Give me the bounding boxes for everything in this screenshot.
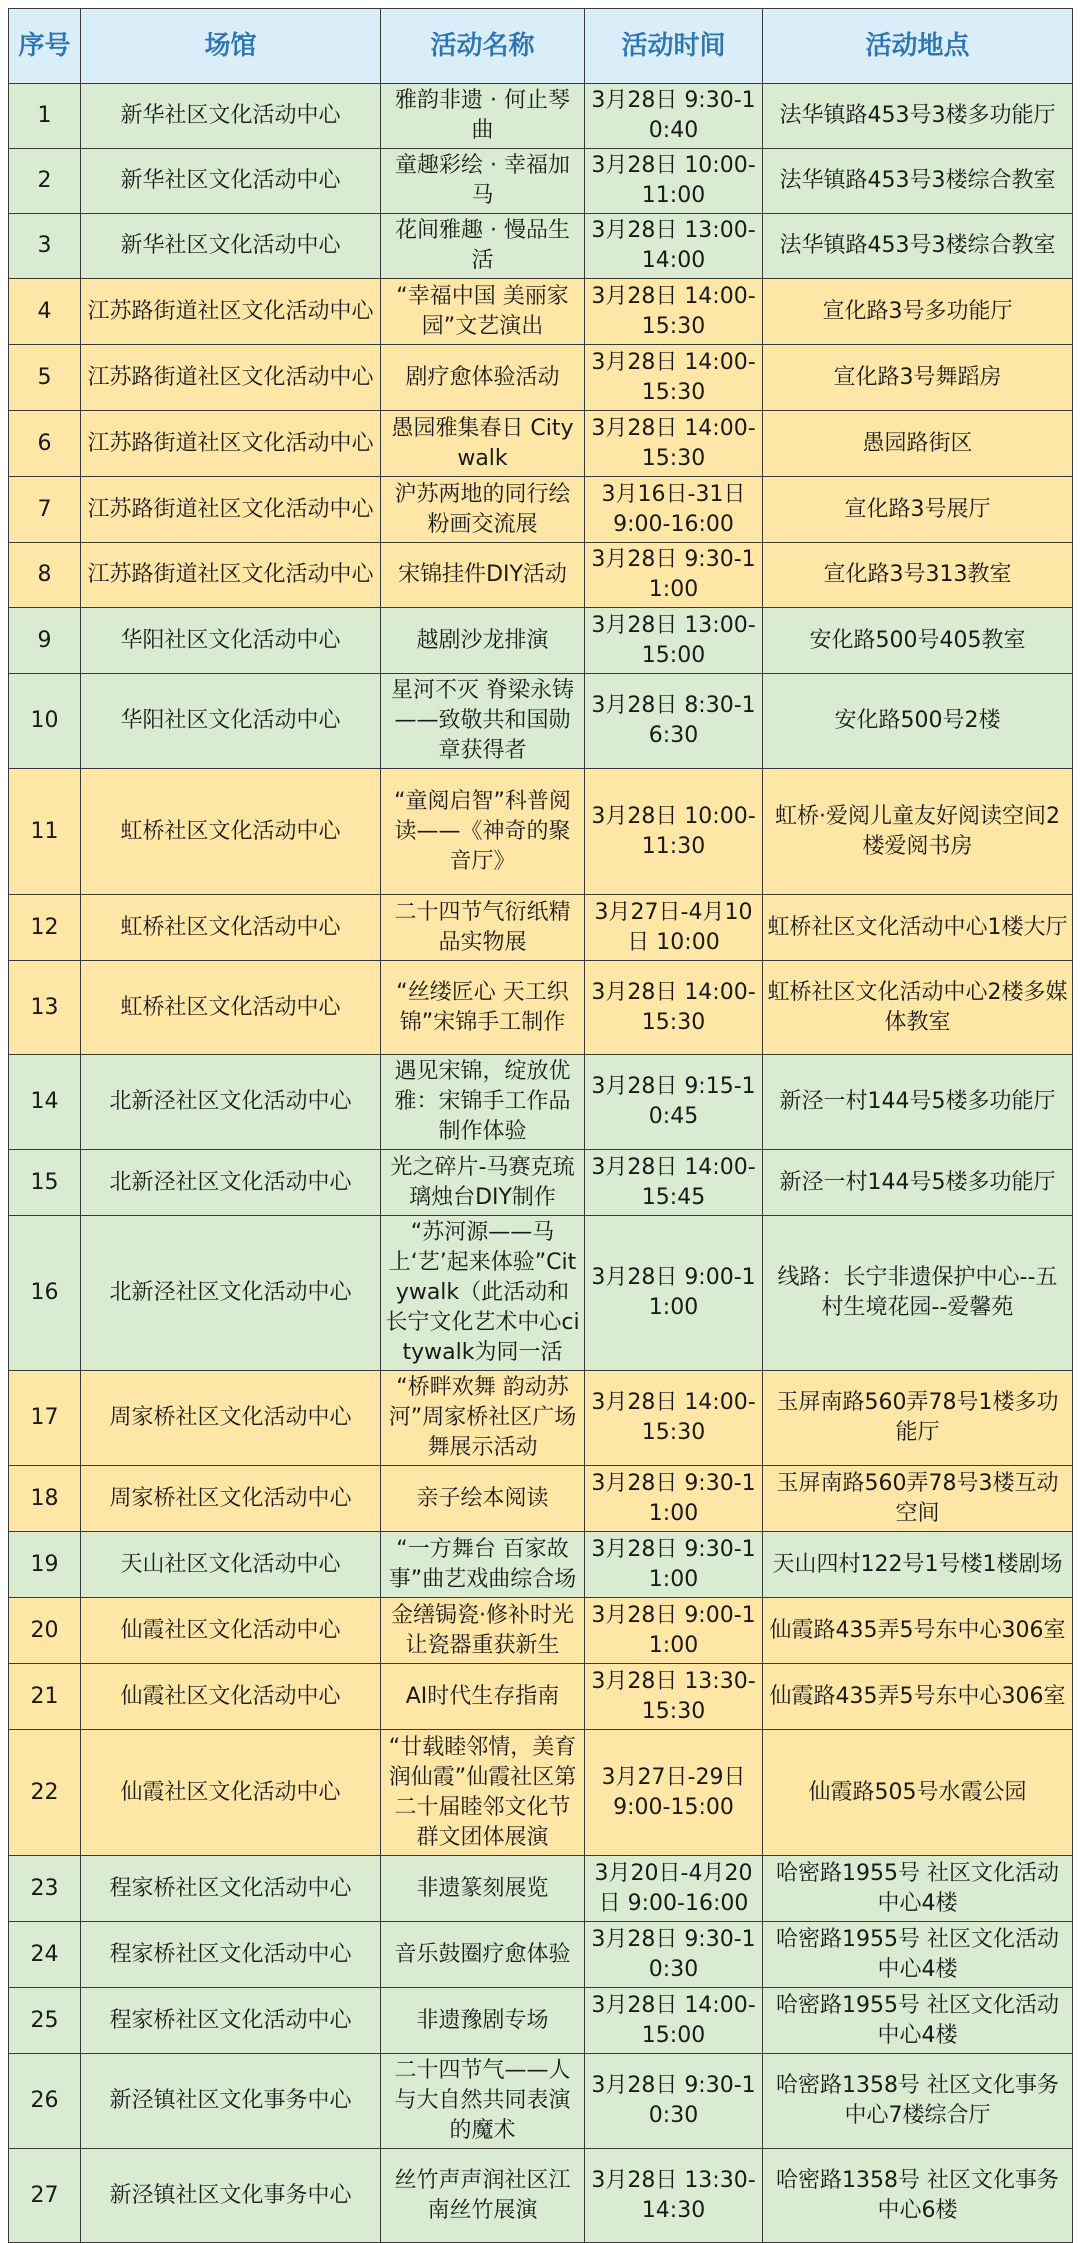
cell-name: “丝缕匠心 天工织锦”宋锦手工制作 [381,961,585,1055]
cell-time: 3月28日 9:30-10:30 [585,1922,763,1988]
cell-no: 4 [9,279,81,345]
cell-place: 天山四村122号1号楼1楼剧场 [763,1532,1073,1598]
cell-venue: 天山社区文化活动中心 [81,1532,381,1598]
cell-place: 法华镇路453号3楼多功能厅 [763,84,1073,149]
cell-venue: 新泾镇社区文化事务中心 [81,2054,381,2149]
table-row [9,1371,1073,1466]
cell-venue: 北新泾社区文化活动中心 [81,1150,381,1216]
table-row [9,1055,1073,1150]
table-row [9,1922,1073,1988]
cell-time: 3月28日 9:15-10:45 [585,1055,763,1150]
cell-venue: 虹桥社区文化活动中心 [81,769,381,895]
cell-name: 遇见宋锦，绽放优雅：宋锦手工作品制作体验 [381,1055,585,1150]
cell-place: 仙霞路435弄5号东中心306室 [763,1664,1073,1730]
cell-place: 虹桥·爱阅儿童友好阅读空间2楼爱阅书房 [763,769,1073,895]
cell-place: 新泾一村144号5楼多功能厅 [763,1055,1073,1150]
cell-place: 哈密路1955号 社区文化活动中心4楼 [763,1922,1073,1988]
cell-name: 愚园雅集春日 Citywalk [381,411,585,477]
cell-venue: 仙霞社区文化活动中心 [81,1664,381,1730]
cell-no: 16 [9,1216,81,1371]
table-row [9,769,1073,895]
cell-time: 3月28日 10:00-11:30 [585,769,763,895]
table-row [9,1216,1073,1371]
cell-place: 哈密路1955号 社区文化活动中心4楼 [763,1988,1073,2054]
cell-name: 星河不灭 脊梁永铸——致敬共和国勋章获得者 [381,674,585,769]
cell-time: 3月28日 14:00-15:30 [585,279,763,345]
cell-time: 3月20日-4月20日 9:00-16:00 [585,1856,763,1922]
cell-name: 非遗豫剧专场 [381,1988,585,2054]
cell-name: “一方舞台 百家故事”曲艺戏曲综合场 [381,1532,585,1598]
table-row [9,1664,1073,1730]
cell-name: 亲子绘本阅读 [381,1466,585,1532]
cell-place: 仙霞路435弄5号东中心306室 [763,1598,1073,1664]
table-body [9,84,1073,2243]
cell-no: 25 [9,1988,81,2054]
cell-place: 宣化路3号313教室 [763,543,1073,608]
cell-time: 3月28日 14:00-15:00 [585,1988,763,2054]
cell-name: “桥畔欢舞 韵动苏河”周家桥社区广场舞展示活动 [381,1371,585,1466]
table-row [9,1856,1073,1922]
cell-place: 安化路500号2楼 [763,674,1073,769]
cell-place: 法华镇路453号3楼综合教室 [763,214,1073,279]
cell-name: 光之碎片-马赛克琉璃烛台DIY制作 [381,1150,585,1216]
cell-place: 玉屏南路560弄78号3楼互动空间 [763,1466,1073,1532]
cell-time: 3月28日 14:00-15:30 [585,345,763,411]
table-row [9,1150,1073,1216]
cell-venue: 周家桥社区文化活动中心 [81,1466,381,1532]
cell-time: 3月28日 14:00-15:30 [585,411,763,477]
cell-time: 3月16日-31日 9:00-16:00 [585,477,763,543]
cell-place: 哈密路1955号 社区文化活动中心4楼 [763,1856,1073,1922]
cell-venue: 程家桥社区文化活动中心 [81,1922,381,1988]
cell-place: 仙霞路505号水霞公园 [763,1730,1073,1856]
cell-time: 3月28日 13:30-14:30 [585,2149,763,2243]
table-row [9,214,1073,279]
cell-name: 丝竹声声润社区江南丝竹展演 [381,2149,585,2243]
cell-place: 新泾一村144号5楼多功能厅 [763,1150,1073,1216]
cell-no: 15 [9,1150,81,1216]
cell-time: 3月28日 10:00-11:00 [585,149,763,214]
cell-time: 3月28日 13:00-15:00 [585,608,763,674]
cell-no: 2 [9,149,81,214]
cell-time: 3月28日 13:30-15:30 [585,1664,763,1730]
cell-name: “廿载睦邻情，美育润仙霞”仙霞社区第二十届睦邻文化节群文团体展演 [381,1730,585,1856]
table-row [9,543,1073,608]
cell-time: 3月28日 9:00-11:00 [585,1216,763,1371]
cell-name: 剧疗愈体验活动 [381,345,585,411]
activity-table [8,8,1073,2243]
header-no: 序号 [9,9,81,84]
cell-time: 3月28日 9:00-11:00 [585,1598,763,1664]
cell-name: 二十四节气衍纸精品实物展 [381,895,585,961]
cell-no: 24 [9,1922,81,1988]
cell-name: 宋锦挂件DIY活动 [381,543,585,608]
table-row [9,2149,1073,2243]
table-row [9,1988,1073,2054]
table-row [9,345,1073,411]
table-row [9,1598,1073,1664]
cell-no: 27 [9,2149,81,2243]
cell-place: 虹桥社区文化活动中心1楼大厅 [763,895,1073,961]
cell-no: 12 [9,895,81,961]
cell-time: 3月28日 8:30-16:30 [585,674,763,769]
cell-no: 14 [9,1055,81,1150]
header-row [9,9,1073,84]
cell-name: 沪苏两地的同行绘粉画交流展 [381,477,585,543]
cell-venue: 虹桥社区文化活动中心 [81,895,381,961]
header-activity-place: 活动地点 [763,9,1073,84]
cell-venue: 虹桥社区文化活动中心 [81,961,381,1055]
cell-no: 17 [9,1371,81,1466]
cell-venue: 北新泾社区文化活动中心 [81,1055,381,1150]
cell-time: 3月28日 14:00-15:45 [585,1150,763,1216]
cell-no: 13 [9,961,81,1055]
cell-venue: 北新泾社区文化活动中心 [81,1216,381,1371]
cell-time: 3月28日 9:30-11:00 [585,1466,763,1532]
table-row [9,477,1073,543]
cell-name: AI时代生存指南 [381,1664,585,1730]
header-activity-time: 活动时间 [585,9,763,84]
cell-venue: 华阳社区文化活动中心 [81,608,381,674]
header-venue: 场馆 [81,9,381,84]
cell-venue: 程家桥社区文化活动中心 [81,1988,381,2054]
cell-place: 哈密路1358号 社区文化事务中心7楼综合厅 [763,2054,1073,2149]
table-row [9,1466,1073,1532]
cell-no: 6 [9,411,81,477]
cell-venue: 华阳社区文化活动中心 [81,674,381,769]
cell-name: 雅韵非遗 · 何止琴曲 [381,84,585,149]
cell-place: 法华镇路453号3楼综合教室 [763,149,1073,214]
cell-name: “苏河源——马上‘艺’起来体验”Citywalk（此活动和长宁文化艺术中心citywalk为同一活 [381,1216,585,1371]
cell-venue: 江苏路街道社区文化活动中心 [81,345,381,411]
table-row [9,411,1073,477]
cell-time: 3月27日-29日 9:00-15:00 [585,1730,763,1856]
cell-name: 金缮锔瓷·修补时光让瓷器重获新生 [381,1598,585,1664]
table-row [9,895,1073,961]
cell-place: 愚园路街区 [763,411,1073,477]
header-activity-name: 活动名称 [381,9,585,84]
cell-time: 3月28日 9:30-11:00 [585,543,763,608]
cell-place: 哈密路1358号 社区文化事务中心6楼 [763,2149,1073,2243]
cell-time: 3月28日 14:00-15:30 [585,961,763,1055]
cell-place: 线路：长宁非遗保护中心--五村生境花园--爱馨苑 [763,1216,1073,1371]
cell-venue: 仙霞社区文化活动中心 [81,1730,381,1856]
cell-venue: 新华社区文化活动中心 [81,214,381,279]
table-row [9,961,1073,1055]
cell-time: 3月28日 9:30-10:40 [585,84,763,149]
table-row [9,279,1073,345]
cell-time: 3月28日 14:00-15:30 [585,1371,763,1466]
cell-name: 非遗篆刻展览 [381,1856,585,1922]
cell-time: 3月28日 13:00-14:00 [585,214,763,279]
cell-no: 20 [9,1598,81,1664]
cell-venue: 江苏路街道社区文化活动中心 [81,477,381,543]
cell-no: 18 [9,1466,81,1532]
cell-venue: 江苏路街道社区文化活动中心 [81,279,381,345]
cell-place: 宣化路3号展厅 [763,477,1073,543]
cell-no: 8 [9,543,81,608]
cell-name: 花间雅趣 · 慢品生活 [381,214,585,279]
cell-no: 5 [9,345,81,411]
table-row [9,2054,1073,2149]
cell-no: 7 [9,477,81,543]
cell-no: 3 [9,214,81,279]
cell-time: 3月28日 9:30-11:00 [585,1532,763,1598]
cell-no: 23 [9,1856,81,1922]
cell-venue: 周家桥社区文化活动中心 [81,1371,381,1466]
cell-name: “幸福中国 美丽家园”文艺演出 [381,279,585,345]
cell-no: 10 [9,674,81,769]
cell-name: 越剧沙龙排演 [381,608,585,674]
table-row [9,608,1073,674]
cell-time: 3月27日-4月10日 10:00 [585,895,763,961]
table-row [9,149,1073,214]
cell-place: 宣化路3号舞蹈房 [763,345,1073,411]
cell-name: 二十四节气——人与大自然共同表演的魔术 [381,2054,585,2149]
cell-no: 11 [9,769,81,895]
cell-no: 1 [9,84,81,149]
table-row [9,84,1073,149]
cell-place: 安化路500号405教室 [763,608,1073,674]
table-row [9,1532,1073,1598]
cell-no: 19 [9,1532,81,1598]
cell-name: “童阅启智”科普阅读——《神奇的聚音厅》 [381,769,585,895]
cell-venue: 新华社区文化活动中心 [81,84,381,149]
cell-venue: 江苏路街道社区文化活动中心 [81,411,381,477]
cell-venue: 程家桥社区文化活动中心 [81,1856,381,1922]
table-row [9,674,1073,769]
cell-no: 21 [9,1664,81,1730]
cell-venue: 仙霞社区文化活动中心 [81,1598,381,1664]
cell-place: 玉屏南路560弄78号1楼多功能厅 [763,1371,1073,1466]
cell-venue: 新华社区文化活动中心 [81,149,381,214]
cell-no: 9 [9,608,81,674]
cell-place: 虹桥社区文化活动中心2楼多媒体教室 [763,961,1073,1055]
table-row [9,1730,1073,1856]
cell-name: 童趣彩绘 · 幸福加马 [381,149,585,214]
cell-name: 音乐鼓圈疗愈体验 [381,1922,585,1988]
cell-venue: 江苏路街道社区文化活动中心 [81,543,381,608]
cell-no: 22 [9,1730,81,1856]
cell-venue: 新泾镇社区文化事务中心 [81,2149,381,2243]
cell-place: 宣化路3号多功能厅 [763,279,1073,345]
cell-time: 3月28日 9:30-10:30 [585,2054,763,2149]
cell-no: 26 [9,2054,81,2149]
